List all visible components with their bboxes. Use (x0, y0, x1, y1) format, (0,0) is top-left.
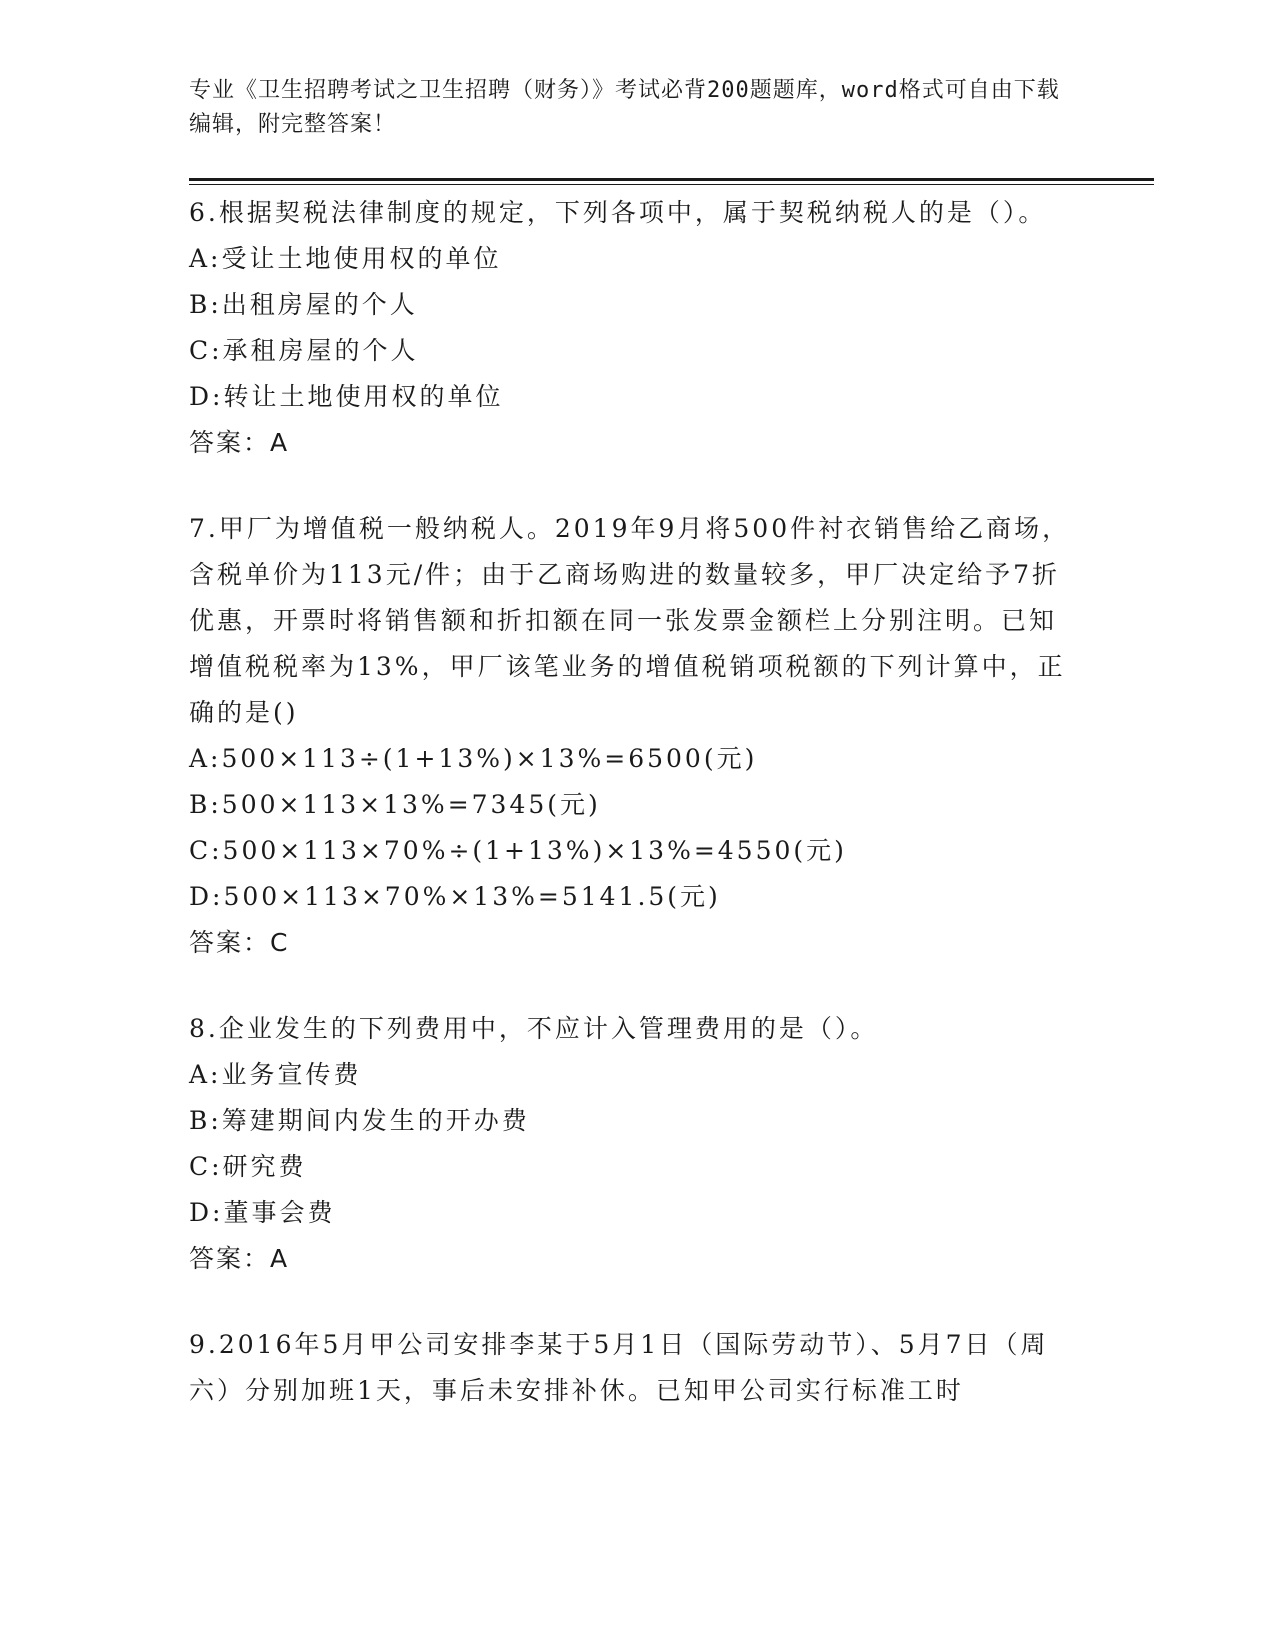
question-text: 8.企业发生的下列费用中，不应计入管理费用的是（）。 (189, 1014, 879, 1043)
option-b: B:出租房屋的个人 (189, 290, 418, 319)
answer-line: 答案：A (189, 1244, 290, 1273)
option-d: D:500×113×70%×13%=5141.5(元) (189, 882, 721, 911)
answer-line: 答案：A (189, 428, 290, 457)
question-text: 7.甲厂为增值税一般纳税人。2019年9月将500件衬衣销售给乙商场，含税单价为113元/件；由于乙商场购进的数量较多，甲厂决定给予7折优惠，开票时将销售额和折扣额在同一张发票金额栏上分别注明。已知增值税税率为13%，甲厂该笔业务的增值税销项税额的下列计算中，正确的是() (189, 514, 1071, 727)
header-divider-thick (189, 178, 1154, 181)
question-8 (189, 1006, 1079, 1282)
question-text: 9.2016年5月甲公司安排李某于5月1日（国际劳动节）、5月7日（周六）分别加班1天，事后未安排补休。已知甲公司实行标准工时 (189, 1330, 1049, 1405)
question-9 (189, 1322, 1079, 1414)
option-c: C:研究费 (189, 1152, 307, 1181)
question-text: 6.根据契税法律制度的规定，下列各项中，属于契税纳税人的是（）。 (189, 198, 1047, 227)
option-a: A:500×113÷(1+13%)×13%=6500(元) (189, 744, 758, 773)
option-b: B:500×113×13%=7345(元) (189, 790, 601, 819)
option-c: C:500×113×70%÷(1+13%)×13%=4550(元) (189, 836, 847, 865)
question-7 (189, 506, 1079, 966)
option-d: D:董事会费 (189, 1198, 336, 1227)
question-list (189, 190, 1079, 1454)
option-a: A:业务宣传费 (189, 1060, 362, 1089)
question-6 (189, 190, 1079, 466)
option-d: D:转让土地使用权的单位 (189, 382, 504, 411)
document-header: 专业《卫生招聘考试之卫生招聘（财务）》考试必背200题题库，word格式可自由下载编辑，附完整答案！ (189, 78, 1060, 137)
option-b: B:筹建期间内发生的开办费 (189, 1106, 530, 1135)
answer-line: 答案：C (189, 928, 290, 957)
option-c: C:承租房屋的个人 (189, 336, 419, 365)
header-divider-thin (189, 184, 1154, 185)
option-a: A:受让土地使用权的单位 (189, 244, 502, 273)
